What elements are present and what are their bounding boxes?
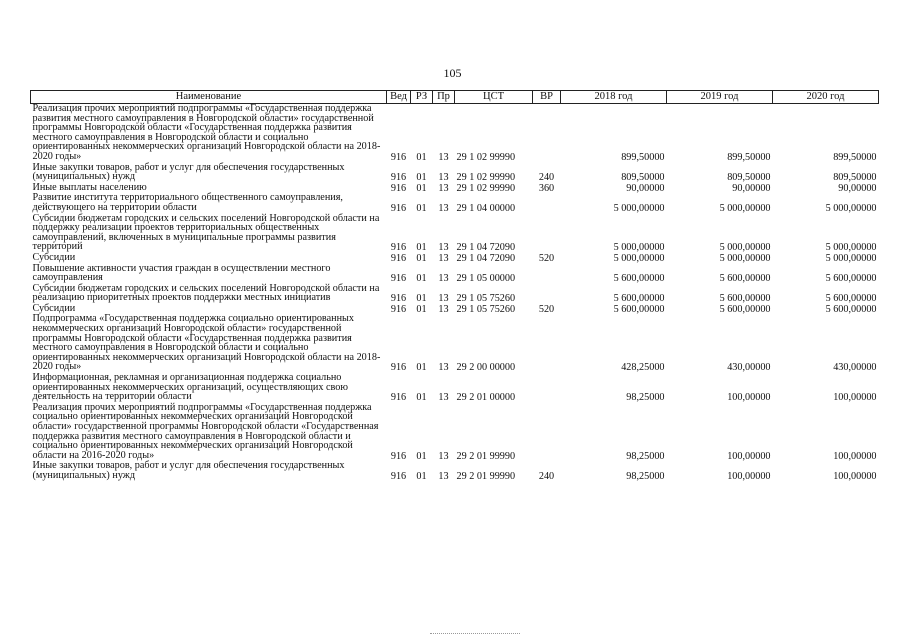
header-name: Наименование [31,91,387,104]
row-vr [533,403,561,462]
table-row [31,253,879,264]
row-amount-2020: 809,50000 [833,172,877,184]
row-pr: 13 [438,252,449,264]
row-name: Повышение активности участия граждан в осуществлении местного самоуправления [32,262,331,284]
row-vr [533,373,561,403]
row-amount-2020: 5 600,00000 [825,293,877,305]
table-row [31,403,879,462]
row-amount-2018: 809,50000 [621,172,665,184]
row-amount-2019: 5 600,00000 [719,293,771,305]
row-cst: 29 1 04 72090 [456,252,516,264]
row-rz: 01 [416,273,427,285]
row-name: Реализация прочих мероприятий подпрограммы «Государственная поддержка социально ориентированных некоммерческих организаций Новгородской области» государственной программы Новгородской области «Государственная поддержка развития местного самоуправления в Новгородской области и социально ориентированных некоммерческих организаций Новгородской области на 2016-2020 годы» [32,401,379,461]
row-name: Иные выплаты населению [32,181,147,193]
row-vr [533,264,561,284]
row-pr: 13 [438,362,449,374]
row-name: Субсидии [32,251,76,263]
row-pr: 13 [438,242,449,254]
row-ved: 916 [390,273,407,285]
row-ved: 916 [390,303,407,315]
row-ved: 916 [390,252,407,264]
row-name: Подпрограмма «Государственная поддержка социально ориентированных некоммерческих организаций Новгородской области» государственной программы Новгородской области «Государственная поддержка развития местного самоуправления в Новгородской области и социально ориентированных некоммерческих организаций Новгородской области на 2018-2020 годы» [32,313,381,373]
row-ved: 916 [390,172,407,184]
row-cst: 29 2 01 99990 [456,470,516,482]
row-pr: 13 [438,392,449,404]
row-amount-2019: 5 000,00000 [719,202,771,214]
header-ved: Вед [387,91,411,104]
row-cst: 29 1 02 99990 [456,151,516,163]
row-rz: 01 [416,450,427,462]
row-amount-2018: 428,25000 [621,362,665,374]
table-row [31,104,879,163]
row-amount-2018: 899,50000 [621,151,665,163]
row-pr: 13 [438,172,449,184]
row-rz: 01 [416,202,427,214]
header-rz: РЗ [411,91,433,104]
row-vr: 520 [538,303,555,315]
table-row [31,373,879,403]
row-amount-2019: 100,00000 [727,470,771,482]
table-row [31,461,879,481]
header-2018: 2018 год [561,91,667,104]
row-amount-2020: 430,00000 [833,362,877,374]
row-amount-2018: 5 000,00000 [613,252,665,264]
table-row [31,314,879,373]
row-pr: 13 [438,470,449,482]
row-rz: 01 [416,242,427,254]
row-amount-2018: 98,25000 [626,470,665,482]
row-amount-2019: 5 000,00000 [719,242,771,254]
row-amount-2019: 5 600,00000 [719,273,771,285]
row-ved: 916 [390,202,407,214]
row-vr: 240 [538,470,555,482]
row-cst: 29 1 04 72090 [456,242,516,254]
row-amount-2020: 90,00000 [838,182,877,194]
row-cst: 29 1 05 00000 [456,273,516,285]
row-cst: 29 2 01 99990 [456,450,516,462]
row-vr [533,193,561,213]
row-amount-2018: 5 600,00000 [613,273,665,285]
header-pr: Пр [433,91,455,104]
row-rz: 01 [416,303,427,315]
row-ved: 916 [390,362,407,374]
row-rz: 01 [416,252,427,264]
row-name: Иные закупки товаров, работ и услуг для обеспечения государственных (муниципальных) нужд [32,460,345,481]
table-row [31,214,879,253]
row-amount-2018: 5 000,00000 [613,202,665,214]
row-ved: 916 [390,450,407,462]
row-amount-2019: 5 000,00000 [719,252,771,264]
table-row [31,264,879,284]
row-vr: 240 [538,172,555,184]
row-amount-2020: 5 000,00000 [825,242,877,254]
row-pr: 13 [438,293,449,305]
row-pr: 13 [438,303,449,315]
row-name: Иные закупки товаров, работ и услуг для обеспечения государственных (муниципальных) нужд [32,161,345,183]
row-cst: 29 1 05 75260 [456,293,516,305]
row-amount-2019: 899,50000 [727,151,771,163]
row-cst: 29 1 04 00000 [456,202,516,214]
header-vr: ВР [533,91,561,104]
row-amount-2020: 5 000,00000 [825,202,877,214]
row-amount-2018: 98,25000 [626,392,665,404]
row-rz: 01 [416,151,427,163]
row-vr [533,314,561,373]
row-pr: 13 [438,151,449,163]
row-rz: 01 [416,293,427,305]
row-amount-2020: 899,50000 [833,151,877,163]
row-amount-2019: 5 600,00000 [719,303,771,315]
row-amount-2020: 100,00000 [833,470,877,482]
row-ved: 916 [390,242,407,254]
row-amount-2018: 98,25000 [626,450,665,462]
page-number: 105 [443,66,462,80]
row-cst: 29 1 05 75260 [456,303,516,315]
row-pr: 13 [438,273,449,285]
table-header-row [31,91,879,104]
header-cst: ЦСТ [455,91,533,104]
row-cst: 29 2 00 00000 [456,362,516,374]
row-ved: 916 [390,392,407,404]
row-ved: 916 [390,182,407,194]
row-amount-2018: 5 000,00000 [613,242,665,254]
row-amount-2020: 5 600,00000 [825,273,877,285]
row-ved: 916 [390,470,407,482]
row-amount-2019: 100,00000 [727,450,771,462]
row-amount-2020: 100,00000 [833,392,877,404]
row-cst: 29 1 02 99990 [456,182,516,194]
row-name: Субсидии бюджетам городских и сельских поселений Новгородской области на поддержку реализации проектов территориальных общественных самоуправлений, включенных в муниципальные программы развития территорий [32,212,380,253]
row-vr: 360 [538,182,555,194]
row-vr: 520 [538,252,555,264]
row-amount-2018: 5 600,00000 [613,303,665,315]
row-name: Субсидии [32,302,76,314]
row-rz: 01 [416,182,427,194]
row-amount-2020: 5 000,00000 [825,252,877,264]
row-amount-2019: 809,50000 [727,172,771,184]
row-amount-2019: 100,00000 [727,392,771,404]
row-name: Реализация прочих мероприятий подпрограммы «Государственная поддержка развития местного самоуправления в Новгородской области» государственной программы Новгородской области «Государственная поддержка развития местного самоуправления в Новгородской области и социально ориентированных некоммерческих организаций Новгородской области на 2018-2020 годы» [32,103,381,162]
header-2019: 2019 год [667,91,773,104]
row-rz: 01 [416,172,427,184]
table-row [31,284,879,304]
row-amount-2018: 90,00000 [626,182,665,194]
row-ved: 916 [390,293,407,305]
row-vr [533,284,561,304]
row-amount-2020: 5 600,00000 [825,303,877,315]
row-rz: 01 [416,392,427,404]
budget-table [30,90,879,482]
row-pr: 13 [438,202,449,214]
row-amount-2020: 100,00000 [833,450,877,462]
row-amount-2019: 430,00000 [727,362,771,374]
row-ved: 916 [390,151,407,163]
row-pr: 13 [438,182,449,194]
table-row [31,163,879,183]
row-name: Субсидии бюджетам городских и сельских поселений Новгородской области на реализацию приоритетных проектов поддержки местных инициатив [32,282,380,304]
row-name: Развитие института территориального общественного самоуправления, действующего на территории области [32,192,343,213]
row-rz: 01 [416,362,427,374]
row-vr [533,214,561,253]
scan-artifact [430,630,520,634]
row-name: Информационная, рекламная и организационная поддержка социально ориентированных некоммерческих организаций, осуществляющих свою деятельность на территории области [32,372,348,403]
row-cst: 29 2 01 00000 [456,392,516,404]
row-amount-2018: 5 600,00000 [613,293,665,305]
row-pr: 13 [438,450,449,462]
row-rz: 01 [416,470,427,482]
row-cst: 29 1 02 99990 [456,172,516,184]
table-row [31,193,879,213]
header-2020: 2020 год [773,91,879,104]
row-amount-2019: 90,00000 [732,182,771,194]
row-vr [533,104,561,163]
